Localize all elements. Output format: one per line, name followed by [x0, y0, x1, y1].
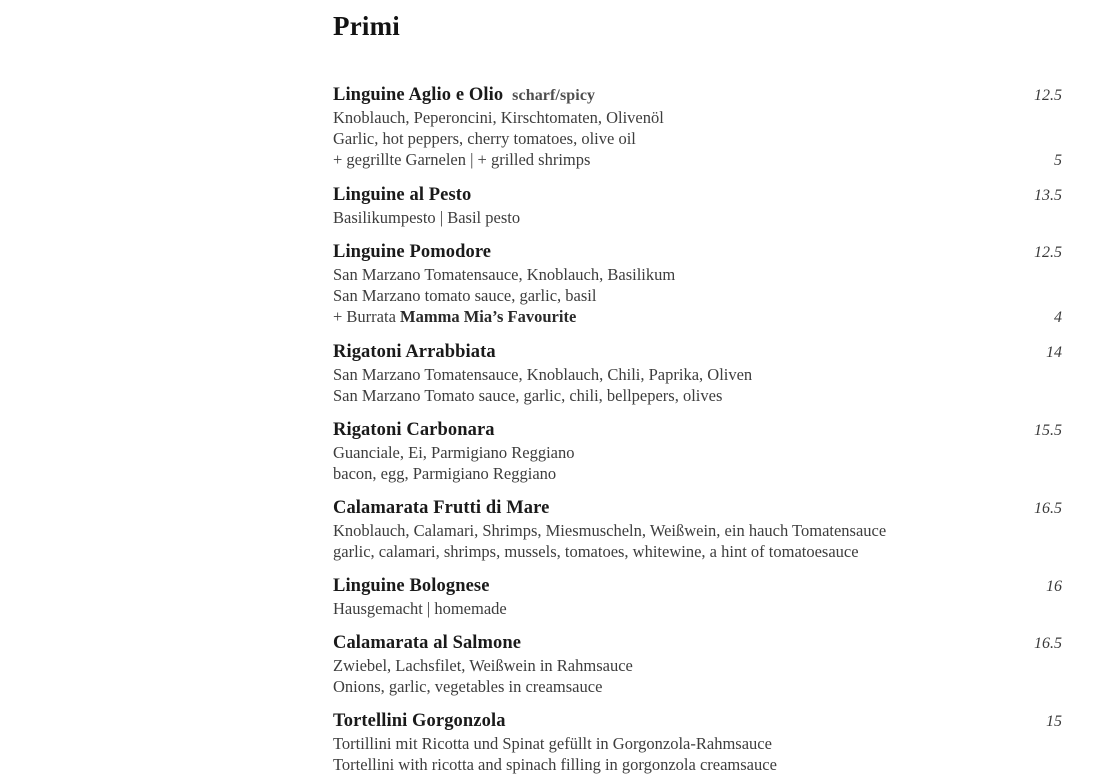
- item-desc-en: Garlic, hot peppers, cherry tomatoes, olive oil: [333, 129, 636, 148]
- item-name: [333, 575, 490, 597]
- item-name: [333, 419, 495, 441]
- item-desc-en: San Marzano tomato sauce, garlic, basil: [333, 286, 597, 305]
- item-name-text: Calamarata Frutti di Mare: [333, 498, 550, 518]
- item-header-row: [333, 497, 1062, 520]
- item-header-row: [333, 184, 1062, 207]
- item-name: [333, 710, 506, 732]
- item-desc-de: Tortillini mit Ricotta und Spinat gefüllt in Gorgonzola-Rahmsauce: [333, 734, 772, 753]
- menu-item: [333, 419, 1062, 484]
- item-name-text: Linguine Bolognese: [333, 576, 490, 596]
- menu-item: [333, 241, 1062, 328]
- item-price: 15: [1046, 713, 1062, 730]
- item-header-row: [333, 710, 1062, 733]
- item-desc-en: bacon, egg, Parmigiano Reggiano: [333, 464, 557, 483]
- item-name-text: Linguine Aglio e Olio: [333, 85, 504, 105]
- item-name: [333, 184, 471, 206]
- item-desc-en: Onions, garlic, vegetables in creamsauce: [333, 677, 603, 696]
- menu-item: [333, 84, 1062, 171]
- item-name-text: Calamarata al Salmone: [333, 633, 522, 653]
- item-spicy-tag: scharf/spicy: [512, 87, 596, 104]
- item-desc-de: Hausgemacht | homemade: [333, 599, 507, 618]
- item-desc-de: Zwiebel, Lachsfilet, Weißwein in Rahmsauce: [333, 656, 633, 675]
- menu-items-list: [333, 84, 1062, 775]
- item-desc-de: San Marzano Tomatensauce, Knoblauch, Basilikum: [333, 265, 676, 284]
- item-header-row: [333, 84, 1062, 107]
- item-addon-highlight: Mamma Mia’s Favourite: [400, 307, 577, 326]
- item-name: [333, 341, 496, 363]
- menu-item: [333, 341, 1062, 406]
- item-desc-de: Guanciale, Ei, Parmigiano Reggiano: [333, 443, 575, 462]
- menu-item: [333, 632, 1062, 697]
- item-desc-en: garlic, calamari, shrimps, mussels, tomatoes, whitewine, a hint of tomatoesauce: [333, 542, 859, 561]
- menu-item: [333, 710, 1062, 775]
- item-price: 12.5: [1034, 87, 1062, 104]
- item-name-text: Linguine Pomodore: [333, 242, 492, 262]
- item-name-text: Linguine al Pesto: [333, 185, 472, 205]
- item-name: [333, 241, 491, 263]
- item-desc-de: Basilikumpesto | Basil pesto: [333, 208, 521, 227]
- item-name: [333, 497, 549, 519]
- item-desc-en: San Marzano Tomato sauce, garlic, chili, bellpepers, olives: [333, 386, 723, 405]
- item-price: 15.5: [1034, 422, 1062, 439]
- item-header-row: [333, 632, 1062, 655]
- item-header-row: [333, 341, 1062, 364]
- item-addon-price: 5: [1054, 152, 1062, 169]
- section-title: Primi: [333, 11, 400, 41]
- item-name: [333, 632, 521, 654]
- item-addon-text: [333, 149, 590, 170]
- menu-item: [333, 497, 1062, 562]
- menu-item: [333, 184, 1062, 228]
- item-price: 13.5: [1034, 187, 1062, 204]
- item-addon-label: + gegrillte Garnelen | + grilled shrimps: [333, 150, 591, 169]
- item-price: 12.5: [1034, 244, 1062, 261]
- item-desc-de: Knoblauch, Peperoncini, Kirschtomaten, Olivenöl: [333, 108, 664, 127]
- item-name: [333, 84, 595, 107]
- item-name-text: Rigatoni Carbonara: [333, 420, 495, 440]
- item-addon-price: 4: [1054, 309, 1062, 326]
- menu-item: [333, 575, 1062, 619]
- item-addon-text: [333, 306, 576, 327]
- item-name-text: Tortellini Gorgonzola: [333, 711, 506, 731]
- item-name-text: Rigatoni Arrabbiata: [333, 342, 496, 362]
- item-addon-label: + Burrata: [333, 307, 396, 326]
- item-addon-row: [333, 149, 1062, 171]
- item-price: 16: [1046, 578, 1062, 595]
- item-header-row: [333, 575, 1062, 598]
- item-price: 16.5: [1034, 500, 1062, 517]
- item-price: 14: [1046, 344, 1062, 361]
- item-price: 16.5: [1034, 635, 1062, 652]
- item-header-row: [333, 241, 1062, 264]
- item-desc-en: Tortellini with ricotta and spinach filling in gorgonzola creamsauce: [333, 755, 777, 774]
- item-desc-de: San Marzano Tomatensauce, Knoblauch, Chili, Paprika, Oliven: [333, 365, 753, 384]
- item-header-row: [333, 419, 1062, 442]
- item-addon-row: [333, 306, 1062, 328]
- item-desc-de: Knoblauch, Calamari, Shrimps, Miesmuscheln, Weißwein, ein hauch Tomatensauce: [333, 521, 887, 540]
